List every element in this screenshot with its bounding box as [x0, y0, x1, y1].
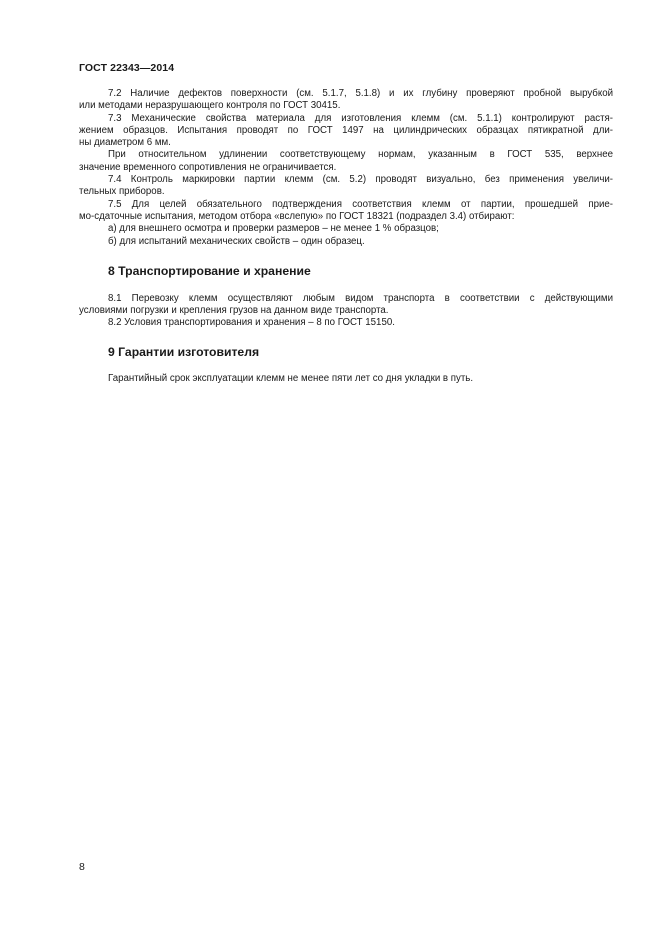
document-header: ГОСТ 22343—2014: [79, 62, 175, 74]
section-8-heading: 8 Транспортирование и хранение: [108, 263, 311, 278]
paragraph-7-5: 7.5 Для целей обязательного подтверждения соответствия клемм от партии, прошедшей прие- мо-сдаточные испытания, методом отбора «вслепую» по ГОСТ 18321 (подраздел 3.4) отбирают:: [79, 198, 613, 222]
document-body: [79, 88, 613, 385]
paragraph-9-1: Гарантийный срок эксплуатации клемм не менее пяти лет со дня укладки в путь.: [108, 372, 474, 384]
paragraph-7-3: 7.3 Механические свойства материала для изготовления клемм (см. 5.1.1) контролируют растя- жением образцов. Испытания проводят по ГОСТ 1497 на цилиндрических образцах пятикратной дли- ны диаметром 6 мм.: [79, 112, 613, 149]
paragraph-8-1: 8.1 Перевозку клемм осуществляют любым видом транспорта в соответствии с действующими условиями погрузки и крепления грузов на данном виде транспорта.: [79, 292, 613, 317]
paragraph-7-2: 7.2 Наличие дефектов поверхности (см. 5.1.7, 5.1.8) и их глубину проверяют пробной вырубкой или методами неразрушающего контроля по ГОСТ 30415.: [79, 88, 613, 112]
paragraph-7-4: 7.4 Контроль маркировки партии клемм (см. 5.2) проводят визуально, без применения увеличи- тельных приборов.: [79, 174, 613, 198]
page-number: 8: [79, 861, 85, 873]
section-9-heading: 9 Гарантии изготовителя: [108, 344, 260, 359]
paragraph-8-2: 8.2 Условия транспортирования и хранения – 8 по ГОСТ 15150.: [108, 317, 395, 329]
list-item-a: а) для внешнего осмотра и проверки размеров – не менее 1 % образцов;: [108, 223, 439, 235]
list-item-b: б) для испытаний механических свойств – один образец.: [108, 235, 365, 247]
paragraph-7-3-note: При относительном удлинении соответствующему нормам, указанным в ГОСТ 535, верхнее значение временного сопротивления не ограничивается.: [79, 149, 613, 173]
